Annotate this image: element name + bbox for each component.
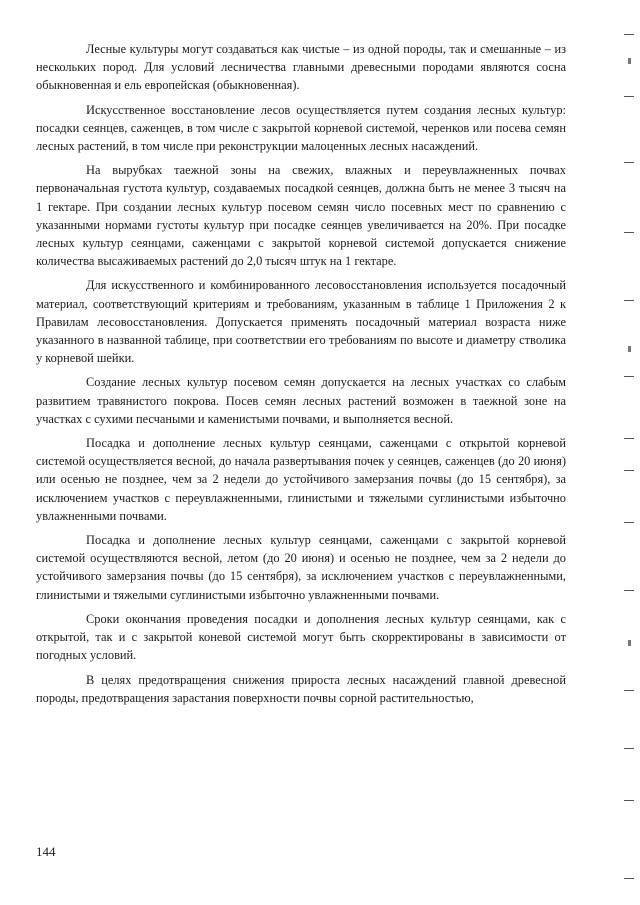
margin-mark bbox=[624, 300, 634, 301]
paragraph-artificial-restoration: Искусственное восстановление лесов осуществляется путем создания лесных культур: посадки сеянцев, саженцев, в том числе с закрытой корневой системой, черенков или посева семян лесных растений, в том числе при реконструкции малоценных лесных насаждений. bbox=[36, 102, 566, 154]
margin-mark bbox=[624, 96, 634, 97]
page-number: 144 bbox=[36, 844, 56, 859]
margin-mark bbox=[628, 346, 631, 352]
margin-mark bbox=[624, 878, 634, 879]
paragraph-initial-density: На вырубках таежной зоны на свежих, влажных и переувлажненных почвах первоначальная густота культур, создаваемых посадкой сеянцев, должна быть не менее 3 тысяч на 1 гектаре. При создании лесных культур посевом семян число посевных мест по сравнению с указанными нормами густоты культур при посадке сеянцев увеличивается на 20%. При посадке лесных культур сеянцами, саженцами с закрытой корневой системой допускается снижение количества высаживаемых растений до 2,0 тысяч штук на 1 гектаре. bbox=[36, 163, 566, 269]
margin-mark bbox=[624, 748, 634, 749]
margin-mark bbox=[624, 438, 634, 439]
paragraph-closed-root-planting: Посадка и дополнение лесных культур сеянцами, саженцами с закрытой корневой системой осуществляются весной, летом (до 20 июня) и осенью не позднее, чем за 2 недели до устойчивого замерзания почвы (до 15 сентября), за исключением участков с переувлажненными, глинистыми и тяжелыми суглинистыми избыточно увлажненными почвами. bbox=[36, 533, 566, 602]
margin-mark bbox=[624, 522, 634, 523]
margin-mark bbox=[624, 162, 634, 163]
paragraph-forest-cultures-types: Лесные культуры могут создаваться как чистые – из одной породы, так и смешанные – из нескольких пород. Для условий лесничества главными древесными породами являются сосна обыкновенная и ель европейская (обыкновенная). bbox=[36, 42, 566, 93]
margin-mark bbox=[628, 58, 631, 64]
paragraph-seed-sowing: Создание лесных культур посевом семян допускается на лесных участках со слабым развитием травянистого покрова. Посев семян лесных растений возможен в таежной зоне на участках с сухими песчаными и каменистыми почвами, и выполняется весной. bbox=[36, 375, 566, 426]
margin-mark bbox=[624, 376, 634, 377]
scan-margin-marks bbox=[610, 0, 640, 905]
paragraph-open-root-planting: Посадка и дополнение лесных культур сеянцами, саженцами с открытой корневой системой осуществляется весной, до начала развертывания почек у сеянцев, саженцев (до 20 июня) или осенью не позднее, чем за 2 недели до устойчивого замерзания почвы (до 15 сентября), за исключением участков с переувлажненными, глинистыми и тяжелыми суглинистыми избыточно увлажненными почвами. bbox=[36, 436, 566, 523]
paragraph-planting-material: Для искусственного и комбинированного лесовосстановления используется посадочный материал, соответствующий критериям и требованиям, указанным в таблице 1 Приложения 2 к Правилам лесовосстановления. Допускается применять посадочный материал возраста ниже указанного в названной таблице, при соответствии его требованиям по высоте и диаметру стволика у корневой шейки. bbox=[36, 278, 566, 366]
paragraph-growth-prevention: В целях предотвращения снижения прироста лесных насаждений главной древесной породы, предотвращения зарастания поверхности почвы сорной растительностью, bbox=[36, 672, 566, 705]
margin-mark bbox=[624, 232, 634, 233]
margin-mark bbox=[624, 590, 634, 591]
margin-mark bbox=[628, 640, 631, 646]
margin-mark bbox=[624, 800, 634, 801]
margin-mark bbox=[624, 690, 634, 691]
margin-mark bbox=[624, 470, 634, 471]
paragraph-planting-deadlines: Сроки окончания проведения посадки и дополнения лесных культур сеянцами, как с открытой, так и с закрытой коневой системой могут быть скорректированы в зависимости от погодных условий. bbox=[36, 611, 566, 663]
document-body bbox=[36, 40, 566, 713]
margin-mark bbox=[624, 34, 634, 35]
